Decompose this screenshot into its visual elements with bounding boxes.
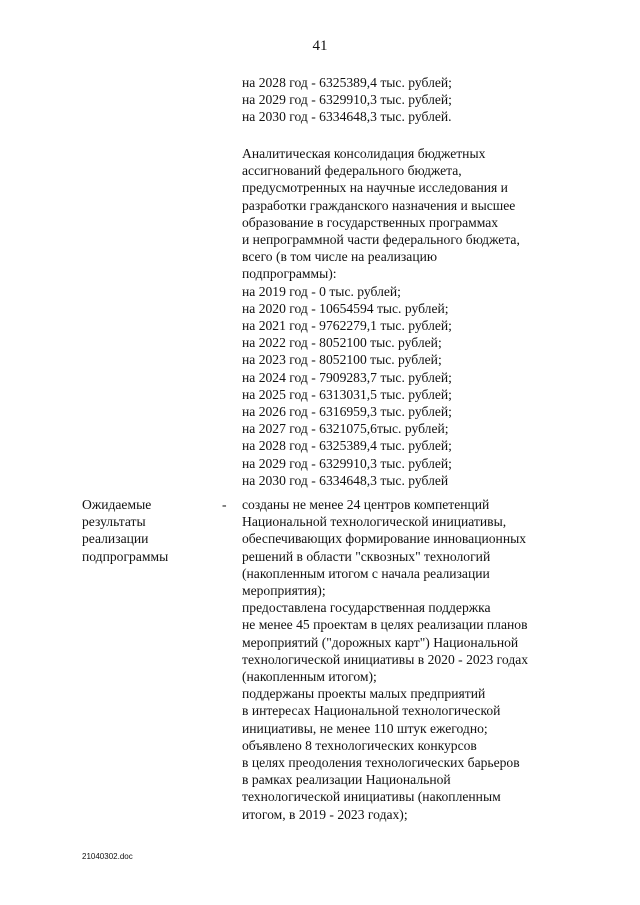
result-line: созданы не менее 24 центров компетенций [242, 497, 490, 512]
result-line: объявлено 8 технологических конкурсов [242, 737, 477, 753]
consolidation-line: ассигнований федерального бюджета, [242, 163, 462, 179]
consolidation-line: на 2019 год - 0 тыс. рублей; [242, 283, 401, 299]
consolidation-line: на 2029 год - 6329910,3 тыс. рублей; [242, 455, 452, 471]
document-file-reference: 21040302.doc [82, 852, 133, 861]
budget-top-lines [242, 74, 582, 126]
consolidation-line: на 2025 год - 6313031,5 тыс. рублей; [242, 386, 452, 402]
consolidation-line: на 2021 год - 9762279,1 тыс. рублей; [242, 318, 452, 334]
result-line: мероприятий ("дорожных карт") Национальной [242, 634, 519, 650]
consolidation-line: предусмотренных на научные исследования и [242, 180, 508, 196]
budget-line: на 2030 год - 6334648,3 тыс. рублей. [242, 109, 452, 125]
result-line: в интересах Национальной технологической [242, 703, 501, 719]
consolidation-line: на 2030 год - 6334648,3 тыс. рублей [242, 472, 449, 488]
result-line: решений в области "сквозных" технологий [242, 548, 491, 564]
budget-consolidation-block [242, 145, 582, 489]
consolidation-line: на 2027 год - 6321075,6тыс. рублей; [242, 421, 449, 437]
result-line: поддержаны проекты малых предприятий [242, 686, 486, 702]
expected-results-text [242, 496, 582, 823]
consolidation-line: образование в государственных программах [242, 214, 499, 230]
result-line: (накопленным итогом с начала реализации [242, 565, 490, 581]
consolidation-line: Аналитическая консолидация бюджетных [242, 146, 486, 161]
result-line: технологической инициативы (накопленным [242, 789, 501, 805]
result-line: в целях преодоления технологических барьеров [242, 755, 520, 771]
label-line: результаты [82, 514, 146, 530]
result-line: предоставлена государственная поддержка [242, 600, 491, 616]
page-number: 41 [312, 38, 328, 54]
label-line: реализации [82, 531, 149, 547]
consolidation-line: на 2028 год - 6325389,4 тыс. рублей; [242, 438, 452, 454]
budget-line: на 2028 год - 6325389,4 тыс. рублей; [242, 75, 452, 90]
result-line: итогом, в 2019 - 2023 годах); [242, 806, 408, 822]
consolidation-line: на 2020 год - 10654594 тыс. рублей; [242, 300, 449, 316]
label-line: Ожидаемые [82, 497, 152, 512]
result-line: в рамках реализации Национальной [242, 772, 451, 788]
result-line: обеспечивающих формирование инновационных [242, 531, 527, 547]
consolidation-line: на 2024 год - 7909283,7 тыс. рублей; [242, 369, 452, 385]
expected-results-label [82, 496, 168, 565]
consolidation-line: на 2022 год - 8052100 тыс. рублей; [242, 335, 442, 351]
list-dash: - [222, 497, 227, 512]
consolidation-line: и непрограммной части федерального бюджета, [242, 232, 520, 248]
consolidation-line: на 2023 год - 8052100 тыс. рублей; [242, 352, 442, 368]
result-line: инициативы, не менее 110 штук ежегодно; [242, 720, 488, 736]
result-line: мероприятия); [242, 583, 326, 599]
label-line: подпрограммы [82, 548, 169, 564]
result-line: (накопленным итогом); [242, 669, 377, 685]
consolidation-line: разработки гражданского назначения и высшее [242, 197, 516, 213]
result-line: не менее 45 проектам в целях реализации планов [242, 617, 528, 633]
budget-line: на 2029 год - 6329910,3 тыс. рублей; [242, 92, 452, 108]
result-line: Национальной технологической инициативы, [242, 514, 507, 530]
consolidation-line: подпрограммы): [242, 266, 337, 282]
consolidation-line: всего (в том числе на реализацию [242, 249, 438, 265]
result-line: технологической инициативы в 2020 - 2023 годах [242, 651, 529, 667]
consolidation-line: на 2026 год - 6316959,3 тыс. рублей; [242, 404, 452, 420]
